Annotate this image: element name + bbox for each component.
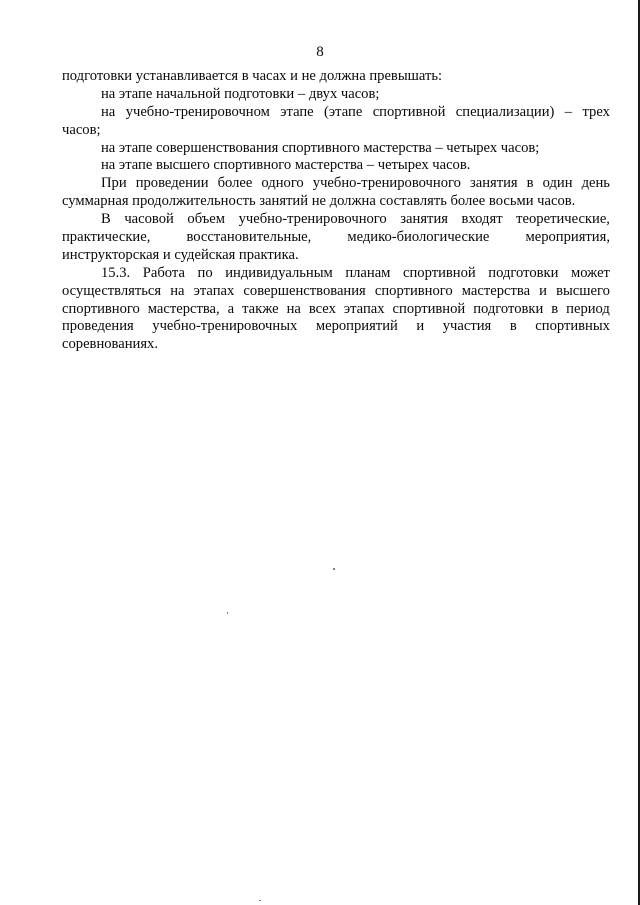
word: планам xyxy=(345,264,391,281)
paragraph-line-14 xyxy=(62,301,610,319)
paragraph-line-1: подготовки устанавливается в часах и не должна превышать: xyxy=(62,68,443,84)
word: всех xyxy=(308,300,336,317)
page-number: 8 xyxy=(316,44,324,60)
word: объем xyxy=(187,211,226,228)
word: спортивной xyxy=(372,103,446,120)
word: проведении xyxy=(135,175,209,192)
scan-speck xyxy=(227,612,228,614)
word: спортивного xyxy=(374,282,453,299)
scan-speck xyxy=(259,900,261,901)
word: подготовки xyxy=(488,264,559,281)
paragraph-line-11: инструкторская и судейская практика. xyxy=(62,246,299,263)
word: этапах xyxy=(343,300,385,317)
paragraph-line-7 xyxy=(62,175,610,193)
word: практические, xyxy=(62,229,151,246)
word: а xyxy=(227,300,235,317)
word: подготовки xyxy=(473,300,544,317)
word: проведения xyxy=(62,318,134,335)
word: Работа xyxy=(142,264,185,281)
word: на xyxy=(286,300,301,317)
paragraph-line-10 xyxy=(62,229,610,247)
word: в xyxy=(526,175,534,192)
word: занятия xyxy=(469,175,518,192)
word: осуществляться xyxy=(62,282,162,299)
word: на xyxy=(101,103,116,120)
paragraph-line-9 xyxy=(62,211,610,229)
word: также xyxy=(242,300,279,317)
paragraph-line-15 xyxy=(62,318,610,336)
word: учебно-тренировочном xyxy=(125,103,270,120)
word: мастерства, xyxy=(147,300,220,317)
paragraph-line-4: часов; xyxy=(62,121,101,138)
word: период xyxy=(566,300,610,317)
paragraph-line-8: суммарная продолжительность занятий не должна составлять более восьми часов. xyxy=(62,193,576,210)
word: спортивной xyxy=(392,300,466,317)
word: учебно-тренировочного xyxy=(238,211,387,228)
word: одного xyxy=(261,175,304,192)
word: занятия xyxy=(400,211,448,228)
document-body xyxy=(62,68,610,354)
word: участия xyxy=(442,318,492,335)
word: индивидуальным xyxy=(225,264,333,281)
paragraph-line-6: на этапе высшего спортивного мастерства – четырех часов. xyxy=(101,157,471,174)
paragraph-line-5: на этапе совершенствования спортивного мастерства – четырех часов; xyxy=(101,139,540,156)
word: совершенствования xyxy=(243,282,366,299)
word: может xyxy=(571,264,610,281)
word: высшего xyxy=(556,282,610,299)
word: по xyxy=(197,264,213,281)
word: в xyxy=(509,318,517,335)
word: спортивной xyxy=(403,264,476,281)
word: трех xyxy=(582,103,610,120)
word: специализации) xyxy=(455,103,555,120)
word: и xyxy=(416,318,425,335)
word: этапе xyxy=(280,103,314,120)
word: – xyxy=(564,103,573,120)
word: спортивного xyxy=(62,300,140,317)
word: медико-биологические xyxy=(347,229,490,246)
word: день xyxy=(581,175,610,192)
paragraph-line-16: соревнованиях. xyxy=(62,336,158,353)
paragraph-line-13 xyxy=(62,283,610,301)
word: входят xyxy=(461,211,503,228)
word: один xyxy=(542,175,573,192)
word: более xyxy=(217,175,253,192)
paragraph-line-3 xyxy=(62,104,610,122)
word: мастерства xyxy=(461,282,531,299)
word: теоретические, xyxy=(516,211,610,228)
word: При xyxy=(101,175,127,192)
scan-speck xyxy=(333,568,335,570)
paragraph-line-2: на этапе начальной подготовки – двух часов; xyxy=(101,85,380,102)
word: 15.3. xyxy=(101,264,131,281)
word: учебно-тренировочного xyxy=(312,175,461,192)
word: спортивных xyxy=(535,318,610,335)
word: в xyxy=(551,300,559,317)
word: мероприятия, xyxy=(525,229,610,246)
word: и xyxy=(539,282,547,299)
paragraph-line-12 xyxy=(62,265,610,283)
word: (этапе xyxy=(324,103,363,120)
word: мероприятий xyxy=(315,318,398,335)
word: на xyxy=(170,282,185,299)
word: этапах xyxy=(193,282,235,299)
word: В xyxy=(101,211,111,228)
word: учебно-тренировочных xyxy=(152,318,298,335)
word: восстановительные, xyxy=(186,229,312,246)
word: часовой xyxy=(124,211,174,228)
